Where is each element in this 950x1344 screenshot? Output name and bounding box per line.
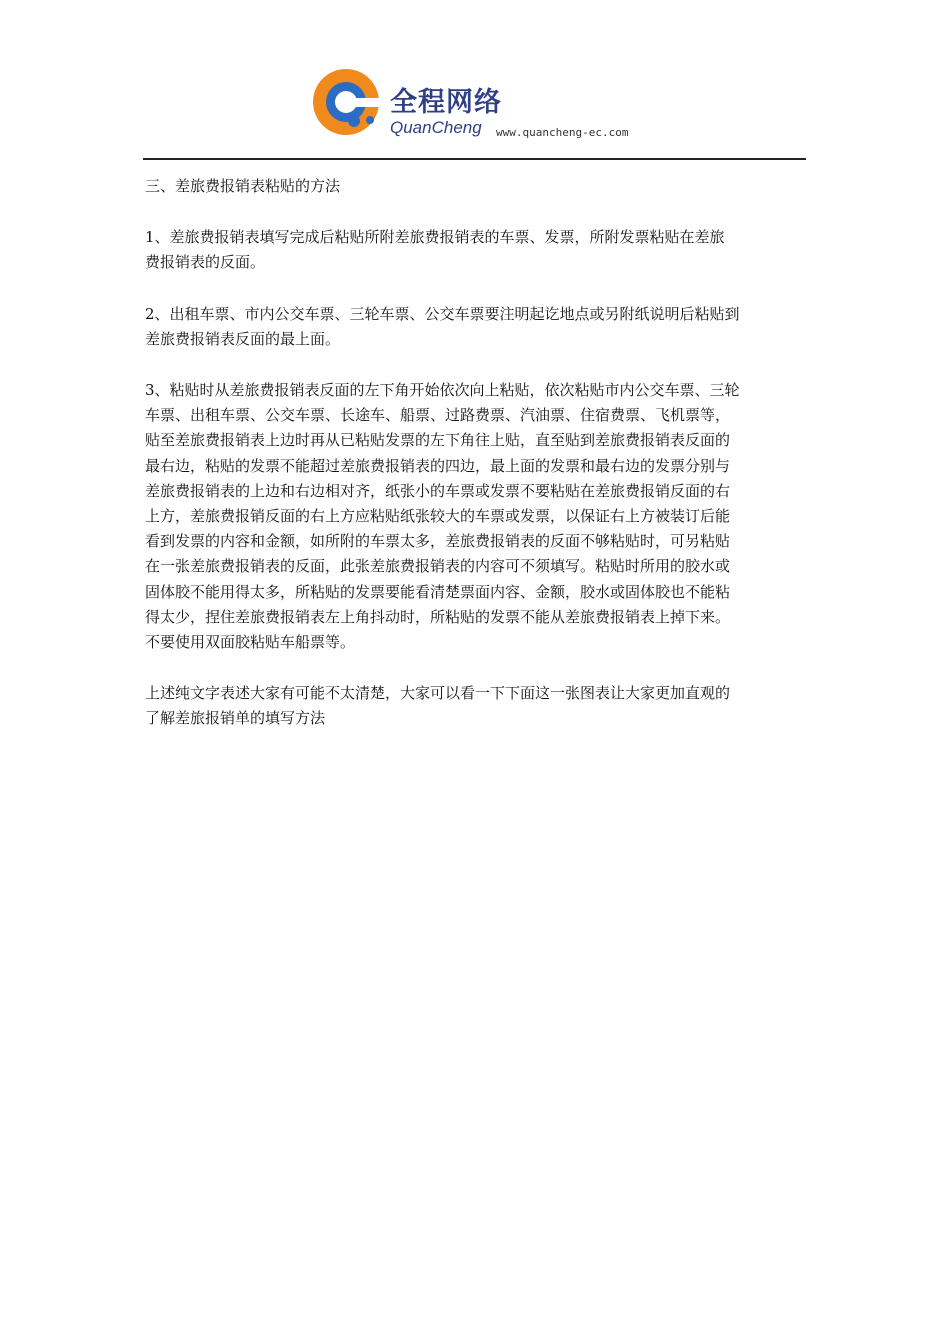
header-divider	[143, 158, 806, 160]
company-url: www.quancheng-ec.com	[496, 126, 629, 139]
paragraph-3: 3、粘贴时从差旅费报销表反面的左下角开始依次向上粘贴，依次粘贴市内公交车票、三轮 车票、出租车票、公交车票、长途车、船票、过路费票、汽油票、住宿费票、飞机票等， 贴至差旅费报销表上边时再从已粘贴发票的左下角往上贴，直至贴到差旅费报销表反面的 最右边，粘贴的发票不能超过差旅费报销表的四边，最上面的发票和最右边的发票分别与 差旅费报销表的上边和右边相对齐，纸张小的车票或发票不要粘贴在差旅费报销反面的右 上方，差旅费报销反面的右上方应粘贴纸张较大的车票或发票，以保证右上方被装订后能 看到发票的内容和金额，如所附的车票太多，差旅费报销表的反面不够粘贴时，可另粘贴 在一张差旅费报销表的反面，此张差旅费报销表的内容可不须填写。粘贴时所用的胶水或 固体胶不能用得太多，所粘贴的发票要能看清楚票面内容、金额，胶水或固体胶也不能粘 得太少，捏住差旅费报销表左上角抖动时，所粘贴的发票不能从差旅费报销表上掉下来。 不要使用双面胶粘贴车船票等。	[145, 381, 740, 652]
paragraph-1: 1、差旅费报销表填写完成后粘贴所附差旅费报销表的车票、发票，所附发票粘贴在差旅 费报销表的反面。	[145, 228, 725, 272]
paragraph-2: 2、出租车票、市内公交车票、三轮车票、公交车票要注明起讫地点或另附纸说明后粘贴到 差旅费报销表反面的最上面。	[145, 304, 740, 348]
section-heading: 三、差旅费报销表粘贴的方法	[145, 177, 341, 195]
logo-english-name: QuanCheng	[390, 118, 482, 137]
logo-chinese-name: 全程网络	[390, 87, 502, 118]
company-logo-header	[308, 64, 668, 144]
article-body	[145, 174, 809, 758]
paragraph-4: 上述纯文字表述大家有可能不太清楚，大家可以看一下下面这一张图表让大家更加直观的 了解差旅报销单的填写方法	[145, 684, 731, 728]
quancheng-logo-icon	[308, 64, 384, 140]
